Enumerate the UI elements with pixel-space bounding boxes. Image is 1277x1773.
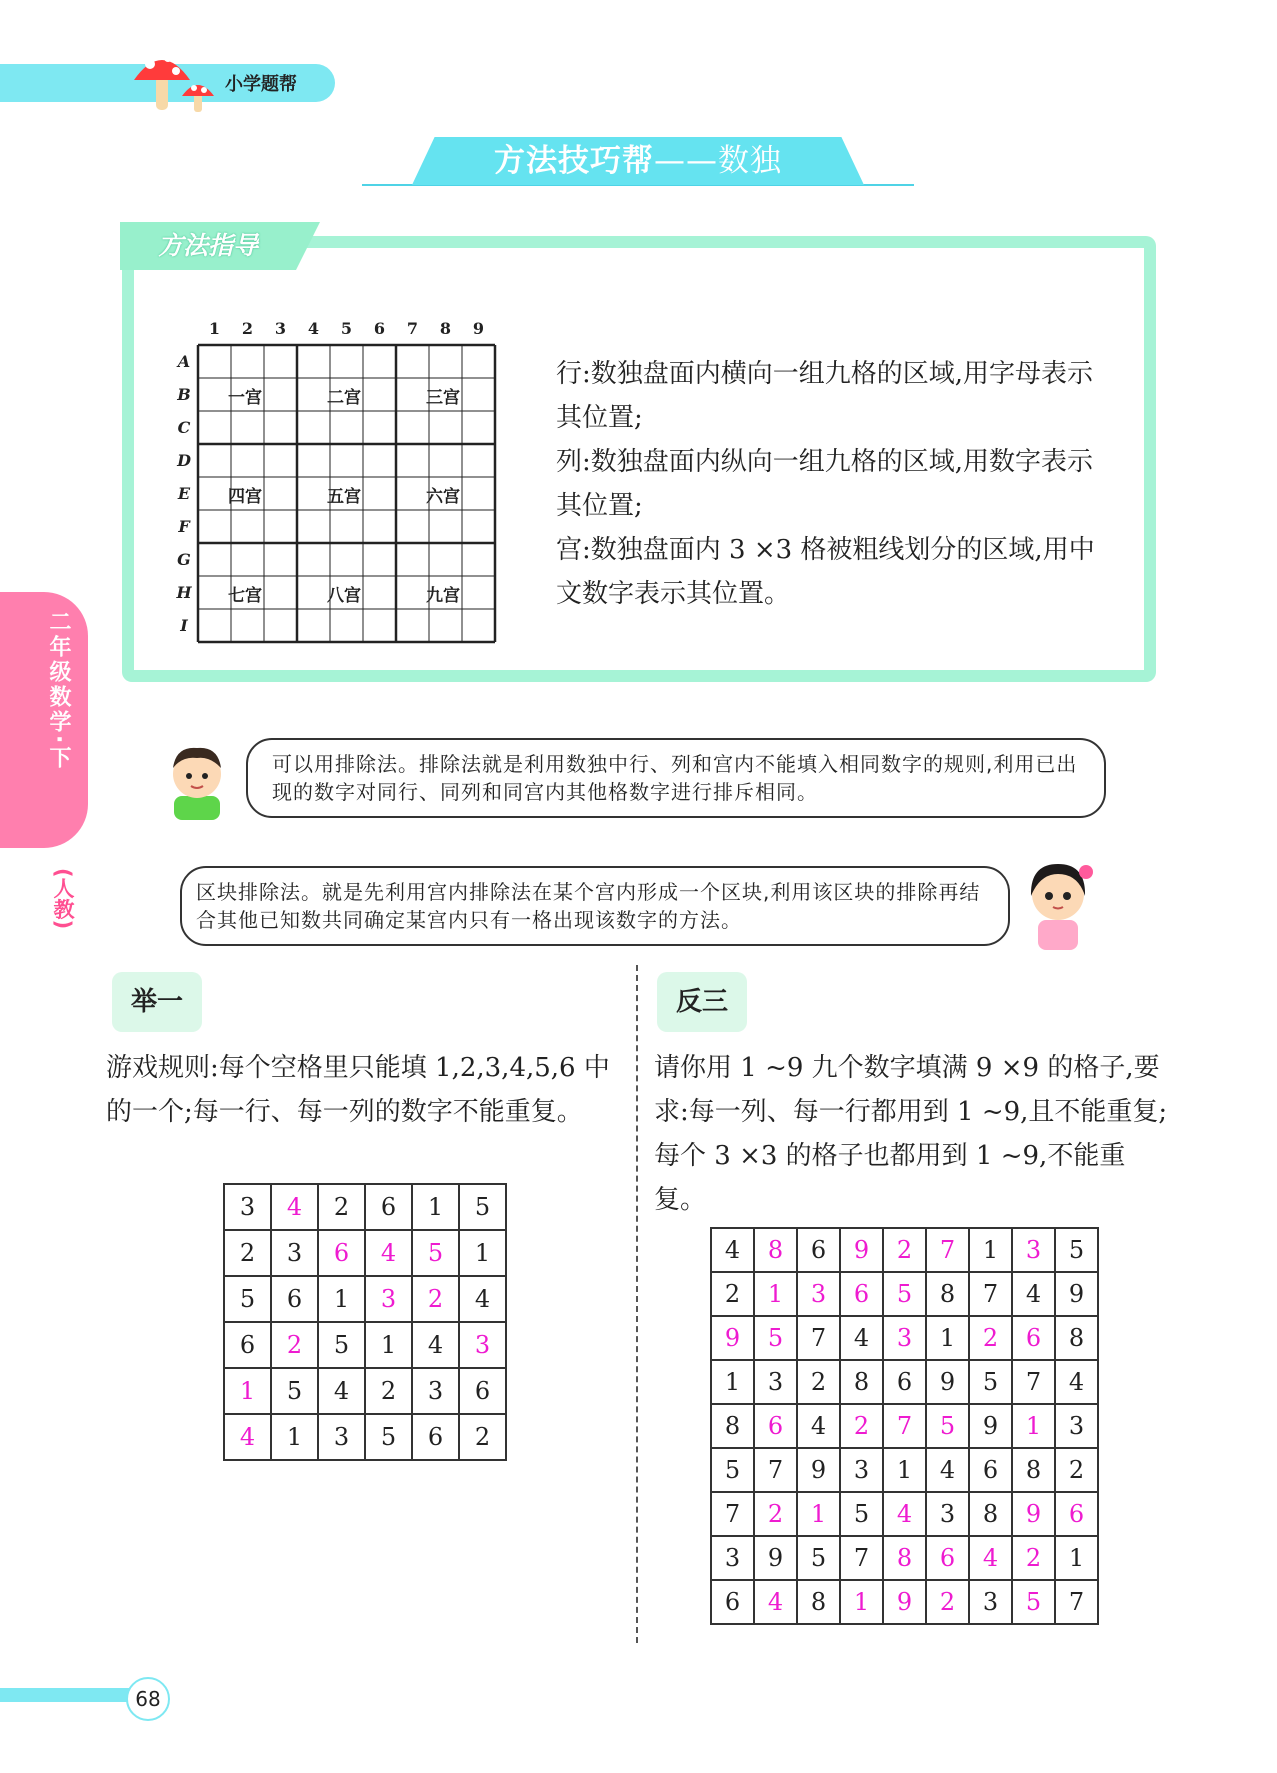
- diagram-row-label: C: [177, 418, 191, 437]
- header-label: 小学题帮: [225, 74, 297, 95]
- girl-avatar: [1018, 850, 1098, 950]
- given-cell: 2: [1055, 1448, 1098, 1492]
- filled-cell: 2: [412, 1276, 459, 1322]
- given-cell: 4: [1012, 1272, 1055, 1316]
- filled-cell: 6: [840, 1272, 883, 1316]
- girl-tip-text: 区块排除法。就是先利用宫内排除法在某个宫内形成一个区块,利用该区块的排除再结合其他已知数共同确定某宫内只有一格出现该数字的方法。: [196, 880, 981, 932]
- given-cell: 3: [1055, 1404, 1098, 1448]
- diagram-column-label: 5: [340, 319, 353, 338]
- given-cell: 5: [1055, 1228, 1098, 1272]
- grid-row: [711, 1316, 1098, 1360]
- given-cell: 3: [926, 1492, 969, 1536]
- definition-column: 列:数独盘面内纵向一组九格的区域,用数字表示其位置;: [556, 447, 1094, 521]
- grid-row: [224, 1414, 506, 1460]
- diagram-column-label: 9: [472, 319, 485, 338]
- grid-row: [711, 1228, 1098, 1272]
- side-edition: (人教): [51, 868, 75, 930]
- given-cell: 6: [224, 1322, 271, 1368]
- diagram-column-label: 2: [241, 319, 254, 338]
- method-guide-label: 方法指导: [158, 231, 259, 260]
- diagram-palace-label: 八宫: [327, 586, 361, 606]
- diagram-palace-label: 六宫: [426, 487, 460, 507]
- given-cell: 4: [711, 1228, 754, 1272]
- given-cell: 6: [271, 1276, 318, 1322]
- given-cell: 4: [840, 1316, 883, 1360]
- filled-cell: 5: [883, 1272, 926, 1316]
- given-cell: 8: [797, 1580, 840, 1624]
- given-cell: 8: [711, 1404, 754, 1448]
- given-cell: 3: [271, 1230, 318, 1276]
- given-cell: 6: [969, 1448, 1012, 1492]
- diagram-row-label: F: [178, 517, 190, 536]
- grid-row: [224, 1230, 506, 1276]
- given-cell: 2: [711, 1272, 754, 1316]
- diagram-palace-label: 二宫: [327, 388, 361, 408]
- filled-cell: 1: [1012, 1404, 1055, 1448]
- given-cell: 1: [926, 1316, 969, 1360]
- filled-cell: 5: [754, 1316, 797, 1360]
- grid-row: [224, 1276, 506, 1322]
- page-title: [412, 139, 864, 183]
- given-cell: 4: [926, 1448, 969, 1492]
- diagram-column-label: 8: [439, 319, 452, 338]
- given-cell: 4: [318, 1368, 365, 1414]
- given-cell: 7: [1055, 1580, 1098, 1624]
- given-cell: 6: [365, 1184, 412, 1230]
- diagram-palace-label: 七宫: [228, 586, 262, 606]
- diagram-row-label: G: [177, 550, 191, 569]
- grid-row: [224, 1368, 506, 1414]
- filled-cell: 3: [883, 1316, 926, 1360]
- diagram-palace-label: 四宫: [228, 487, 262, 507]
- given-cell: 6: [883, 1360, 926, 1404]
- section-divider: [636, 965, 638, 1643]
- boy-tip-text: 可以用排除法。排除法就是利用数独中行、列和宫内不能填入相同数字的规则,利用已出现的数字对同行、同列和同宫内其他格数字进行排斥相同。: [272, 752, 1078, 804]
- filled-cell: 3: [1012, 1228, 1055, 1272]
- given-cell: 5: [711, 1448, 754, 1492]
- filled-cell: 1: [754, 1272, 797, 1316]
- given-cell: 7: [711, 1492, 754, 1536]
- given-cell: 3: [969, 1580, 1012, 1624]
- given-cell: 1: [365, 1322, 412, 1368]
- given-cell: 9: [969, 1404, 1012, 1448]
- given-cell: 5: [840, 1492, 883, 1536]
- given-cell: 1: [1055, 1536, 1098, 1580]
- filled-cell: 6: [1012, 1316, 1055, 1360]
- filled-cell: 2: [754, 1492, 797, 1536]
- grid-row: [224, 1184, 506, 1230]
- filled-cell: 4: [224, 1414, 271, 1460]
- practice-sudoku-grid: [710, 1227, 1099, 1625]
- given-cell: 4: [797, 1404, 840, 1448]
- filled-cell: 9: [840, 1228, 883, 1272]
- practice-rule: 请你用 1 ~9 九个数字填满 9 ×9 的格子,要求:每一列、每一行都用到 1 ~9,且不能重复;每个 3 ×3 的格子也都用到 1 ~9,不能重复。: [654, 1053, 1168, 1215]
- given-cell: 4: [1055, 1360, 1098, 1404]
- filled-cell: 1: [840, 1580, 883, 1624]
- given-cell: 1: [969, 1228, 1012, 1272]
- grid-row: [711, 1404, 1098, 1448]
- filled-cell: 2: [926, 1580, 969, 1624]
- given-cell: 3: [224, 1184, 271, 1230]
- given-cell: 1: [883, 1448, 926, 1492]
- grid-row: [711, 1360, 1098, 1404]
- title-dash: ——: [654, 143, 718, 179]
- given-cell: 3: [840, 1448, 883, 1492]
- given-cell: 2: [459, 1414, 506, 1460]
- diagram-column-label: 7: [406, 319, 419, 338]
- practice-tag: 反三: [657, 972, 747, 1032]
- given-cell: 1: [459, 1230, 506, 1276]
- filled-cell: 2: [271, 1322, 318, 1368]
- given-cell: 7: [797, 1316, 840, 1360]
- given-cell: 2: [318, 1184, 365, 1230]
- filled-cell: 6: [926, 1536, 969, 1580]
- grid-row: [711, 1272, 1098, 1316]
- side-grade: 二年级数学·下: [46, 610, 71, 772]
- example-sudoku-grid: [223, 1183, 507, 1461]
- filled-cell: 5: [1012, 1580, 1055, 1624]
- given-cell: 6: [797, 1228, 840, 1272]
- given-cell: 1: [412, 1184, 459, 1230]
- given-cell: 7: [969, 1272, 1012, 1316]
- filled-cell: 6: [1055, 1492, 1098, 1536]
- filled-cell: 9: [711, 1316, 754, 1360]
- filled-cell: 8: [754, 1228, 797, 1272]
- given-cell: 1: [318, 1276, 365, 1322]
- grid-row: [224, 1322, 506, 1368]
- filled-cell: 2: [840, 1404, 883, 1448]
- given-cell: 2: [224, 1230, 271, 1276]
- filled-cell: 4: [271, 1184, 318, 1230]
- given-cell: 8: [969, 1492, 1012, 1536]
- filled-cell: 2: [1012, 1536, 1055, 1580]
- filled-cell: 7: [926, 1228, 969, 1272]
- definition-palace: 宫:数独盘面内 3 ×3 格被粗线划分的区域,用中文数字表示其位置。: [556, 535, 1095, 609]
- given-cell: 7: [1012, 1360, 1055, 1404]
- given-cell: 5: [365, 1414, 412, 1460]
- diagram-row-label: H: [176, 583, 192, 602]
- filled-cell: 3: [365, 1276, 412, 1322]
- diagram-row-label: D: [177, 451, 191, 470]
- diagram-palace-label: 一宫: [228, 388, 262, 408]
- title-topic: 数独: [718, 143, 782, 179]
- given-cell: 8: [926, 1272, 969, 1316]
- given-cell: 5: [969, 1360, 1012, 1404]
- example-rule: 游戏规则:每个空格里只能填 1,2,3,4,5,6 中的一个;每一行、每一列的数字不能重复。: [106, 1053, 610, 1127]
- filled-cell: 5: [412, 1230, 459, 1276]
- diagram-row-label: I: [180, 616, 188, 635]
- girl-tip-bubble: [180, 866, 1010, 946]
- given-cell: 1: [271, 1414, 318, 1460]
- filled-cell: 2: [969, 1316, 1012, 1360]
- given-cell: 5: [797, 1536, 840, 1580]
- filled-cell: 3: [797, 1272, 840, 1316]
- given-cell: 4: [459, 1276, 506, 1322]
- diagram-column-label: 3: [274, 319, 287, 338]
- grid-row: [711, 1448, 1098, 1492]
- given-cell: 3: [412, 1368, 459, 1414]
- filled-cell: 6: [318, 1230, 365, 1276]
- given-cell: 3: [754, 1360, 797, 1404]
- given-cell: 6: [711, 1580, 754, 1624]
- given-cell: 5: [459, 1184, 506, 1230]
- given-cell: 5: [224, 1276, 271, 1322]
- definitions: [556, 352, 1116, 616]
- given-cell: 4: [412, 1322, 459, 1368]
- given-cell: 6: [459, 1368, 506, 1414]
- given-cell: 7: [840, 1536, 883, 1580]
- mushroom-icon: [128, 40, 218, 114]
- grid-row: [711, 1580, 1098, 1624]
- given-cell: 9: [926, 1360, 969, 1404]
- page-number: 68: [126, 1677, 170, 1721]
- diagram-row-label: B: [177, 385, 191, 404]
- filled-cell: 4: [883, 1492, 926, 1536]
- filled-cell: 3: [459, 1322, 506, 1368]
- given-cell: 2: [365, 1368, 412, 1414]
- given-cell: 8: [840, 1360, 883, 1404]
- grid-row: [711, 1492, 1098, 1536]
- filled-cell: 4: [365, 1230, 412, 1276]
- filled-cell: 1: [224, 1368, 271, 1414]
- given-cell: 8: [1012, 1448, 1055, 1492]
- title-main: 方法技巧帮: [494, 143, 654, 179]
- definition-row: 行:数独盘面内横向一组九格的区域,用字母表示其位置;: [556, 359, 1094, 433]
- given-cell: 2: [797, 1360, 840, 1404]
- footer-band: [0, 1688, 140, 1702]
- diagram-palace-label: 五宫: [327, 487, 361, 507]
- diagram-column-label: 4: [307, 319, 320, 338]
- filled-cell: 6: [754, 1404, 797, 1448]
- given-cell: 6: [412, 1414, 459, 1460]
- diagram-palace-label: 九宫: [426, 586, 460, 606]
- diagram-palace-label: 三宫: [426, 388, 460, 408]
- filled-cell: 7: [883, 1404, 926, 1448]
- diagram-row-label: A: [177, 352, 191, 371]
- given-cell: 7: [754, 1448, 797, 1492]
- filled-cell: 8: [883, 1536, 926, 1580]
- filled-cell: 2: [883, 1228, 926, 1272]
- filled-cell: 1: [797, 1492, 840, 1536]
- given-cell: 9: [754, 1536, 797, 1580]
- given-cell: 1: [711, 1360, 754, 1404]
- filled-cell: 9: [1012, 1492, 1055, 1536]
- grid-row: [711, 1536, 1098, 1580]
- diagram-row-label: E: [177, 484, 191, 503]
- given-cell: 9: [797, 1448, 840, 1492]
- filled-cell: 9: [883, 1580, 926, 1624]
- example-tag: 举一: [112, 972, 202, 1032]
- given-cell: 9: [1055, 1272, 1098, 1316]
- given-cell: 5: [318, 1322, 365, 1368]
- given-cell: 8: [1055, 1316, 1098, 1360]
- diagram-column-label: 1: [208, 319, 221, 338]
- diagram-column-label: 6: [373, 319, 386, 338]
- given-cell: 5: [271, 1368, 318, 1414]
- given-cell: 3: [711, 1536, 754, 1580]
- given-cell: 3: [318, 1414, 365, 1460]
- boy-tip-bubble: [246, 738, 1106, 818]
- filled-cell: 5: [926, 1404, 969, 1448]
- boy-avatar: [160, 738, 234, 820]
- filled-cell: 4: [969, 1536, 1012, 1580]
- filled-cell: 4: [754, 1580, 797, 1624]
